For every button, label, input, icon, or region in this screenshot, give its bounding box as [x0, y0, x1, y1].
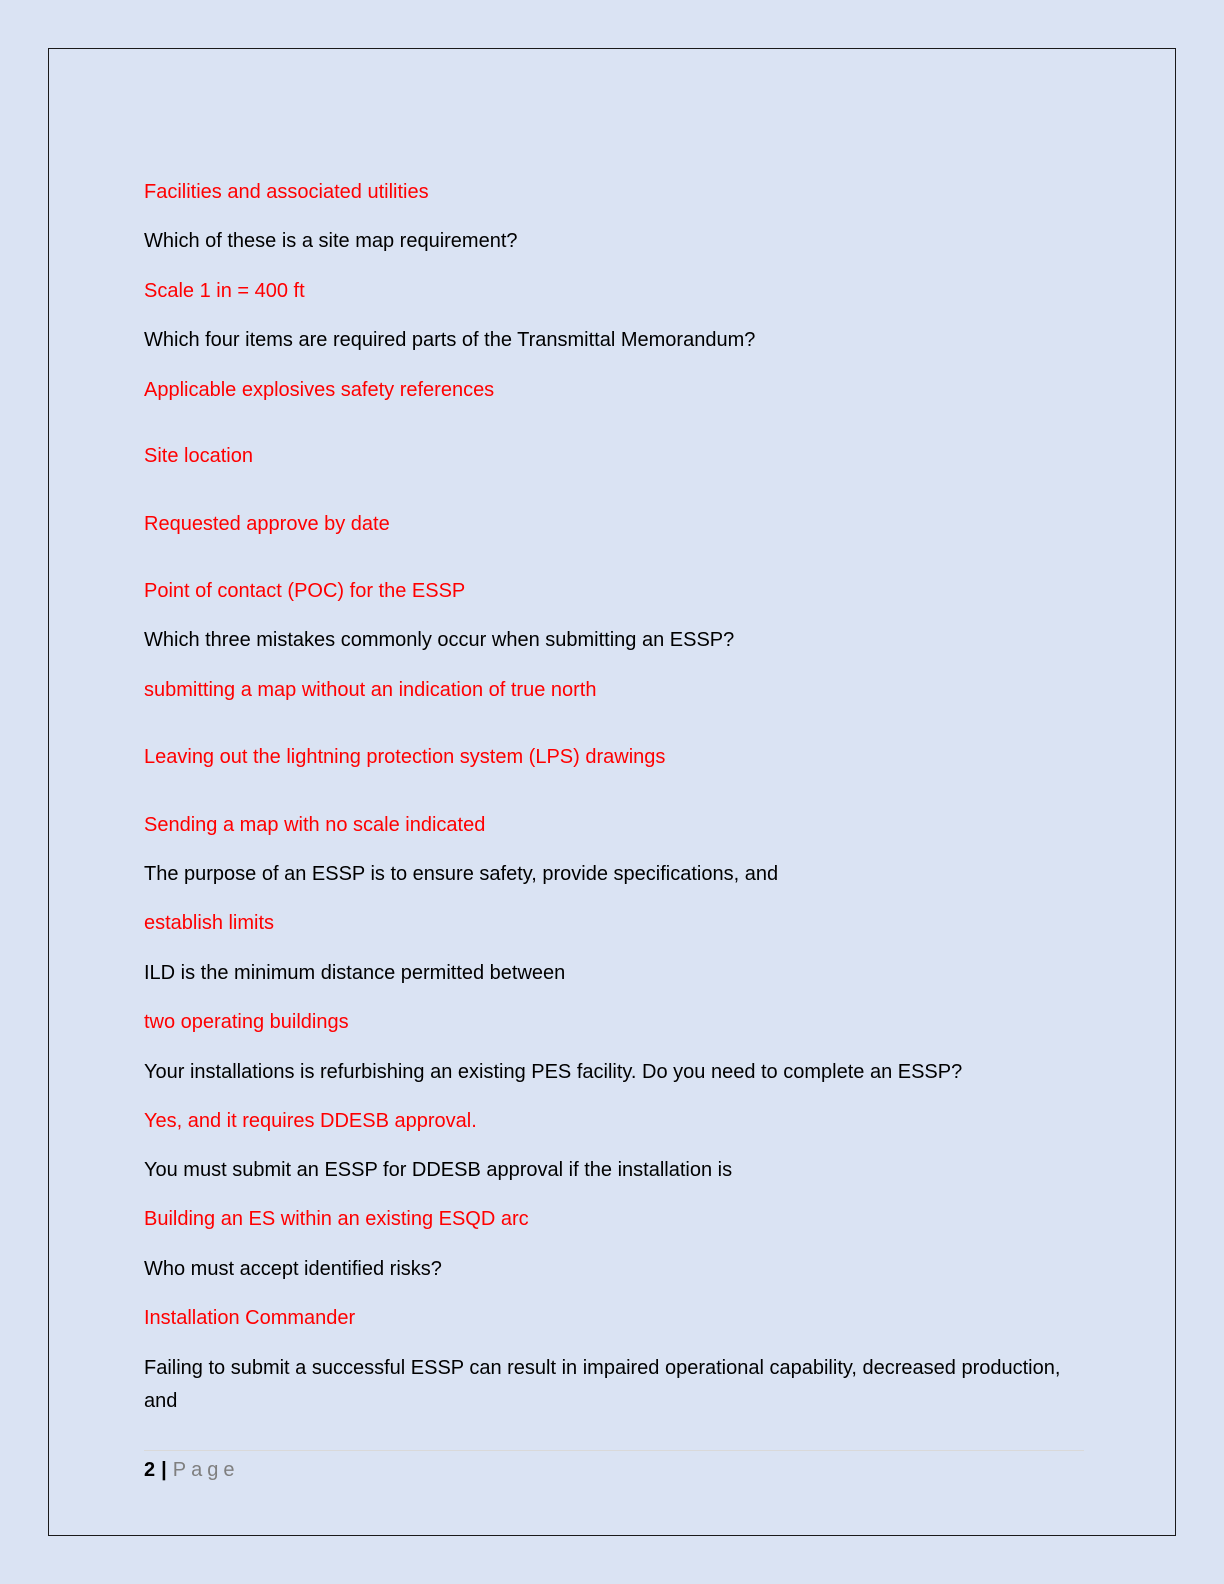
answer-scale: Scale 1 in = 400 ft	[144, 280, 305, 302]
answer-approve-date: Requested approve by date	[144, 513, 390, 535]
question-accept-risks: Who must accept identified risks?	[144, 1258, 442, 1280]
answer-lps-drawings: Leaving out the lightning protection system (LPS) drawings	[144, 746, 666, 768]
question-failing-essp: Failing to submit a successful ESSP can result in impaired operational capability, decreased production, and	[144, 1357, 1061, 1412]
question-transmittal-memo: Which four items are required parts of the Transmittal Memorandum?	[144, 329, 756, 351]
answer-facilities: Facilities and associated utilities	[144, 181, 429, 203]
page-footer	[144, 1458, 239, 1482]
question-site-map: Which of these is a site map requirement?	[144, 230, 518, 252]
answer-true-north: submitting a map without an indication of true north	[144, 679, 597, 701]
answer-site-location: Site location	[144, 445, 253, 467]
question-common-mistakes: Which three mistakes commonly occur when submitting an ESSP?	[144, 629, 735, 651]
question-refurbishing: Your installations is refurbishing an existing PES facility. Do you need to complete an ESSP?	[144, 1061, 963, 1083]
answer-poc: Point of contact (POC) for the ESSP	[144, 580, 466, 602]
page-label: Page	[172, 1459, 240, 1481]
answer-two-buildings: two operating buildings	[144, 1011, 349, 1033]
page-number: 2	[144, 1459, 156, 1481]
footer-separator: |	[161, 1459, 167, 1481]
answer-establish-limits: establish limits	[144, 912, 275, 934]
answer-ddesb-approval: Yes, and it requires DDESB approval.	[144, 1110, 477, 1132]
question-essp-purpose: The purpose of an ESSP is to ensure safety, provide specifications, and	[144, 863, 779, 885]
answer-esqd-arc: Building an ES within an existing ESQD arc	[144, 1208, 529, 1230]
question-submit-essp: You must submit an ESSP for DDESB approval if the installation is	[144, 1159, 733, 1181]
question-ild: ILD is the minimum distance permitted between	[144, 962, 566, 984]
answer-installation-commander: Installation Commander	[144, 1307, 356, 1329]
footer-divider	[144, 1450, 1084, 1451]
answer-safety-references: Applicable explosives safety references	[144, 379, 495, 401]
answer-no-scale: Sending a map with no scale indicated	[144, 814, 486, 836]
